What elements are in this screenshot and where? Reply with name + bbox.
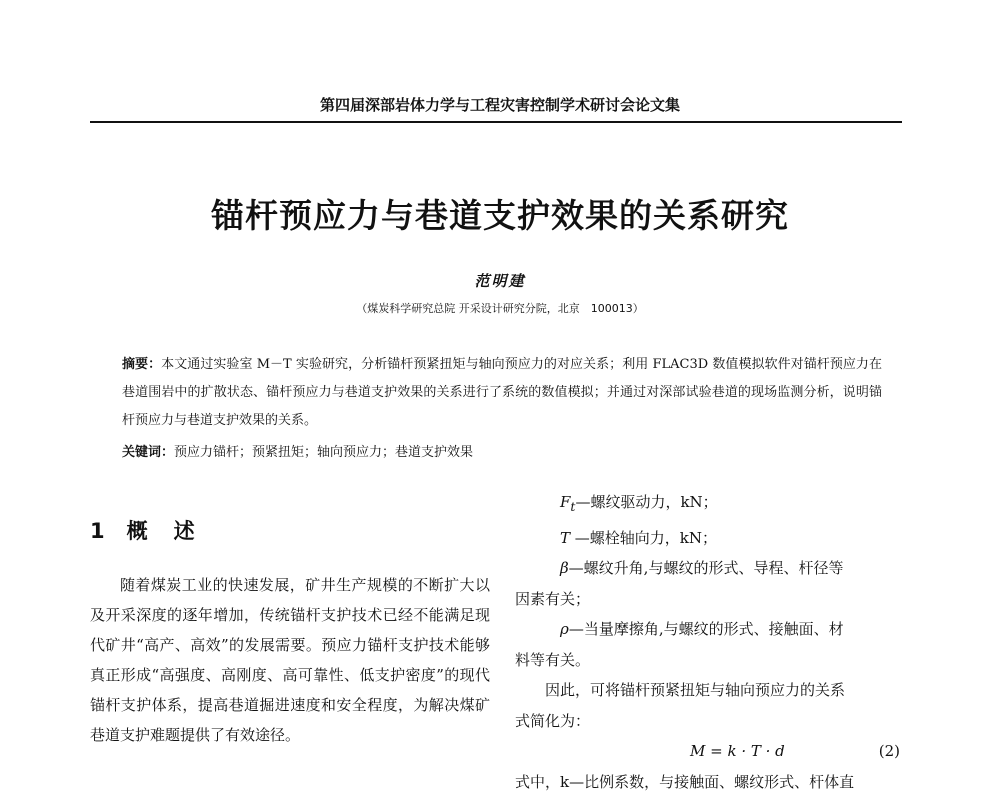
beta-description: —螺纹升角,与螺纹的形式、导程、杆径等 [569, 559, 844, 577]
rho-symbol: ρ [560, 620, 569, 638]
section-number: 1 [90, 519, 105, 543]
def-rho [515, 614, 905, 645]
left-column [90, 570, 490, 750]
t-description: —螺栓轴向力，kN； [570, 529, 717, 547]
journal-header: 第四届深部岩体力学与工程灾害控制学术研讨会论文集 [0, 94, 1000, 115]
abstract-text: 本文通过实验室 M－T 实验研究，分析锚杆预紧扭矩与轴向预应力的对应关系；利用 FLAC3D 数值模拟软件对锚杆预应力在巷道围岩中的扩散状态、锚杆预应力与巷道支护效果的关系进行了系统的数值模拟；并通过对深部试验巷道的现场监测分析，说明锚杆预应力与巷道支护效果的关系。 [122, 357, 882, 428]
def-beta-continued: 因素有关； [515, 584, 905, 615]
t-symbol: T [560, 529, 570, 547]
header-divider [90, 121, 902, 123]
paper-title: 锚杆预应力与巷道支护效果的关系研究 [0, 190, 1000, 237]
beta-symbol: β [560, 559, 569, 577]
keywords [122, 441, 882, 465]
keywords-label: 关键词： [122, 445, 174, 460]
ft-symbol: F [560, 493, 570, 511]
therefore-line: 因此，可将锚杆预紧扭矩与轴向预应力的关系 [515, 675, 905, 706]
where-line: 式中，k—比例系数，与接触面、螺纹形式、杆体直 [515, 767, 905, 797]
section-title: 概述 [127, 519, 221, 543]
ft-subscript: t [570, 499, 575, 514]
therefore-continued: 式简化为： [515, 706, 905, 737]
rho-description: —当量摩擦角,与螺纹的形式、接触面、材 [569, 620, 844, 638]
def-ft [515, 487, 905, 523]
keywords-text: 预应力锚杆；预紧扭矩；轴向预应力；巷道支护效果 [174, 445, 473, 460]
intro-paragraph: 随着煤炭工业的快速发展，矿井生产规模的不断扩大以及开采深度的逐年增加，传统锚杆支护技术已经不能满足现代矿井“高产、高效”的发展需要。预应力锚杆支护技术能够真正形成“高强度、高刚度、高可靠性、低支护密度”的现代锚杆支护体系，提高巷道掘进速度和安全程度，为解决煤矿巷道支护难题提供了有效途径。 [90, 570, 490, 750]
def-beta [515, 553, 905, 584]
section-heading [90, 515, 221, 545]
def-rho-continued: 料等有关。 [515, 645, 905, 676]
equation-2: M = k · T · d [690, 736, 785, 767]
ft-description: —螺纹驱动力，kN； [575, 493, 717, 511]
right-column [515, 487, 905, 797]
author-affiliation: （煤炭科学研究总院 开采设计研究分院，北京 100013） [0, 300, 1000, 316]
equation-number: (2) [879, 736, 900, 767]
abstract [122, 351, 882, 435]
equation-row [515, 736, 905, 767]
def-t [515, 523, 905, 554]
abstract-label: 摘要： [122, 357, 161, 372]
author-name: 范明建 [0, 270, 1000, 291]
